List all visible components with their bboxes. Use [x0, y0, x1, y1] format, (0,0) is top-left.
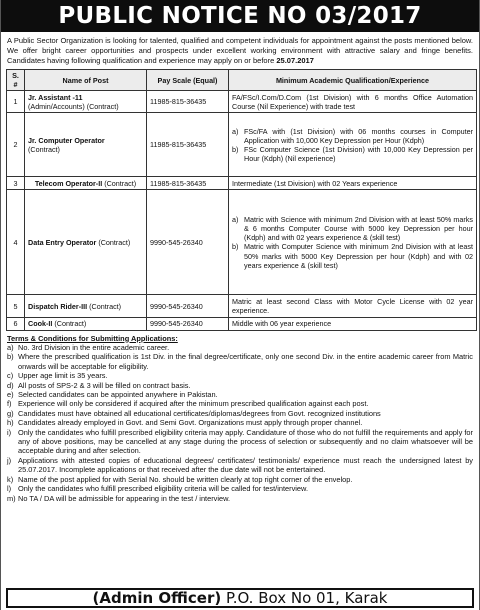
term-text: No TA / DA will be admissible for appearing in the test / interview.: [18, 493, 231, 503]
term-item: [7, 428, 473, 456]
term-text: Where the prescribed qualification is 1st Div. in the final degree/certificate, only one second Div. in the entire academic career from Matric onwards will be acceptable for eligibility.: [18, 352, 473, 371]
col-header-pay: Pay Scale (Equal): [147, 70, 229, 91]
term-item: [7, 381, 473, 390]
term-label: f): [7, 399, 12, 409]
option-label: b): [232, 242, 239, 252]
qualification-option: [232, 145, 473, 163]
term-label: h): [7, 418, 14, 428]
row-post: [25, 318, 147, 330]
row-sno: 4: [7, 190, 25, 295]
table-header-row: [7, 70, 477, 91]
term-item: [7, 352, 473, 371]
row-sno: 1: [7, 91, 25, 113]
term-item: [7, 456, 473, 475]
term-label: i): [7, 427, 12, 437]
qualification-option: [232, 242, 473, 270]
term-text: Only the candidates who fulfill prescribed eligibility criteria will be called for test/interview.: [18, 484, 309, 494]
option-text: Matric with Science with minimum 2nd Division with at least 50% marks & 6 months Computer Course with 5000 key Depression per hour (Kdph) and with 02 years experience & (skill test): [244, 214, 473, 243]
row-sno: 3: [7, 177, 25, 190]
table-row: [7, 113, 477, 177]
option-label: a): [232, 214, 239, 224]
term-text: All posts of SPS-2 & 3 will be filled on contract basis.: [18, 380, 191, 390]
term-item: [7, 390, 473, 399]
row-post: [25, 295, 147, 318]
term-item: [7, 343, 473, 352]
footer-officer: (Admin Officer): [92, 589, 222, 607]
option-text: FSc/FA with (1st Division) with 06 months courses in Computer Application with 10,000 Key Depression per Hour (Kdph): [244, 126, 473, 145]
post-type: (Contract): [98, 237, 131, 247]
term-label: k): [7, 474, 14, 484]
term-label: e): [7, 390, 14, 400]
post-type: (Contract): [54, 319, 87, 329]
row-pay-scale: 11985-815-36435: [147, 113, 229, 177]
table-row: [7, 295, 477, 318]
post-type: (Admin/Accounts) (Contract): [28, 101, 119, 111]
qualification-option: [232, 215, 473, 243]
col-header-qualification: Minimum Academic Qualification/Experience: [229, 70, 477, 91]
intro-text: A Public Sector Organization is looking for talented, qualified and competent individuals for appointment against the posts mentioned below. We offer bright career opportunities and prospects under excellent working environment with attractive salary and fringe benefits. Candidates having following qualification and experience may apply on or before: [7, 36, 473, 65]
row-post: [25, 190, 147, 295]
term-text: Name of the post applied for with Serial No. should be written clearly at top right corner of the envelop.: [18, 474, 353, 484]
row-pay-scale: 9990-545-26340: [147, 318, 229, 330]
table-row: [7, 190, 477, 295]
table-row: [7, 177, 477, 190]
row-sno: 2: [7, 113, 25, 177]
term-text: No. 3rd Division in the entire academic career.: [18, 343, 170, 353]
term-item: [7, 494, 473, 503]
row-pay-scale: 11985-815-36435: [147, 91, 229, 113]
term-item: [7, 475, 473, 484]
term-text: Selected candidates can be appointed anywhere in Pakistan.: [18, 390, 218, 400]
post-name: Jr. Assistant -11: [28, 92, 83, 102]
term-item: [7, 418, 473, 427]
row-sno: 6: [7, 318, 25, 330]
table-row: [7, 91, 477, 113]
terms-heading: Terms & Conditions for Submitting Applications:: [7, 333, 178, 343]
col-header-sno: S. #: [7, 70, 25, 91]
term-text: Candidates already employed in Govt. and Semi Govt. Organizations must apply through proper channel.: [18, 418, 363, 428]
row-qualification: Matric at least second Class with Motor Cycle License with 02 year experience.: [229, 295, 477, 318]
intro-deadline: 25.07.2017: [276, 56, 314, 65]
intro-paragraph: [1, 32, 479, 69]
option-text: FSc Computer Science (1st Division) with 10,000 Key Depression per Hour (Kdph) (Nil experience): [244, 144, 473, 164]
term-item: [7, 399, 473, 408]
post-type: (Contract): [89, 301, 122, 311]
row-pay-scale: 9990-545-26340: [147, 295, 229, 318]
table-row: [7, 318, 477, 330]
qualification-option: [232, 127, 473, 145]
notice-title: PUBLIC NOTICE NO 03/2017: [1, 0, 479, 32]
term-text: Experience will only be considered if acquired after the minimum prescribed qualification against each post.: [18, 399, 369, 409]
row-pay-scale: 11985-815-36435: [147, 177, 229, 190]
term-label: m): [7, 493, 16, 503]
term-label: b): [7, 352, 14, 362]
footer-address: P.O. Box No 01, Karak: [225, 589, 388, 607]
posts-table: [6, 69, 477, 331]
term-item: [7, 409, 473, 418]
row-qualification: Middle with 06 year experience: [229, 318, 477, 330]
post-name: Cook-II: [28, 319, 53, 329]
row-qualification: [229, 113, 477, 177]
row-post: [25, 91, 147, 113]
row-qualification: [229, 190, 477, 295]
option-label: b): [232, 144, 239, 154]
footer-address-bar: [6, 588, 474, 608]
option-text: Matric with Computer Science with minimum 2nd Division with at least 50% marks with 5000 Key Depression per hour (Kdph) and with 02 years experience & (skill test): [244, 242, 473, 270]
term-item: [7, 484, 473, 493]
term-text: Only the candidates who fulfill prescribed eligibility criteria may apply. Candidature of those who do not fulfill the requirements and apply for any of above positions, may be cancelled at any stage during the process of selection or subsequently and no claim whatsoever will be acceptable during and after selection.: [18, 427, 473, 456]
term-label: c): [7, 371, 14, 381]
row-qualification: Intermediate (1st Division) with 02 Years experience: [229, 177, 477, 190]
post-name: Dispatch Rider-III: [28, 301, 88, 311]
post-name: Jr. Computer Operator: [28, 135, 105, 145]
term-label: a): [7, 343, 14, 353]
col-header-post: Name of Post: [25, 70, 147, 91]
row-pay-scale: 9990-545-26340: [147, 190, 229, 295]
term-label: d): [7, 380, 14, 390]
terms-section: [1, 331, 479, 503]
row-post: [25, 177, 147, 190]
term-text: Applications with attested copies of educational degrees/ certificates/ testimonials/ experience must reach the undersigned latest by 25.07.2017. Incomplete applications or that received after the due date will not be entertained.: [18, 455, 473, 475]
post-type: (Contract): [28, 144, 60, 154]
row-qualification: FA/FSc/I.Com/D.Com (1st Division) with 6 months Office Automation Course (Nil Experience) with trade test: [229, 91, 477, 113]
term-label: l): [7, 484, 12, 494]
term-label: j): [7, 455, 12, 465]
option-label: a): [232, 126, 239, 136]
term-item: [7, 371, 473, 380]
post-name: Telecom Operator-II: [34, 178, 103, 188]
term-text: Upper age limit is 35 years.: [18, 371, 108, 381]
row-sno: 5: [7, 295, 25, 318]
term-label: g): [7, 408, 14, 418]
post-name: Data Entry Operator: [28, 237, 97, 247]
term-text: Candidates must have obtained all educational certificates/diplomas/degrees from Govt. recognized institutions: [18, 408, 381, 418]
row-post: [25, 113, 147, 177]
post-type: (Contract): [104, 178, 137, 188]
